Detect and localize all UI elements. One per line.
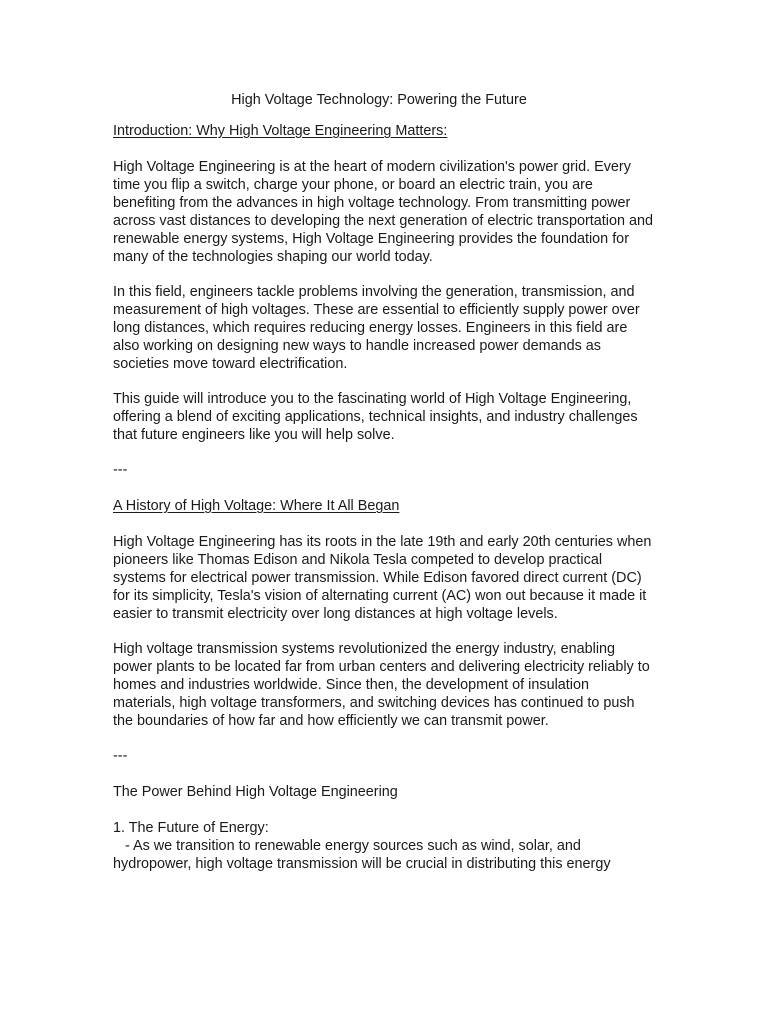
power-heading: The Power Behind High Voltage Engineering — [113, 784, 398, 800]
intro-paragraph-2: In this field, engineers tackle problems involving the generation, transmission, and measurement of high voltages. These are essential to efficiently supply power over long distances, which requires reducing energy losses. Engineers in this field are also working on designing new ways to handle increased power demands as societies move toward electrification. — [113, 284, 640, 372]
history-paragraph-1: High Voltage Engineering has its roots in the late 19th and early 20th centuries when pioneers like Thomas Edison and Nikola Tesla competed to develop practical systems for electrical power transmission. While Edison favored direct current (DC) for its simplicity, Tesla's vision of alternating current (AC) won out because it made it easier to transmit electricity over long distances at high voltage levels. — [113, 534, 652, 622]
history-heading: A History of High Voltage: Where It All Began — [113, 498, 400, 514]
document-page — [113, 91, 653, 873]
list-sub-item-line: hydropower, high voltage transmission will be crucial in distributing this energy — [113, 856, 611, 872]
separator: --- — [113, 748, 128, 764]
intro-paragraph-1: High Voltage Engineering is at the heart of modern civilization's power grid. Every time you flip a switch, charge your phone, or board an electric train, you are benefiting from the advances in high voltage technology. From transmitting power across vast distances to developing the next generation of electric transportation and renewable energy systems, High Voltage Engineering provides the foundation for many of the technologies shaping our world today. — [113, 159, 653, 265]
intro-paragraph-3: This guide will introduce you to the fascinating world of High Voltage Engineering, offering a blend of exciting applications, technical insights, and industry challenges that future engineers like you will help solve. — [113, 391, 638, 443]
separator: --- — [113, 462, 128, 478]
list-sub-item-line: - As we transition to renewable energy sources such as wind, solar, and — [113, 838, 581, 854]
history-paragraph-2: High voltage transmission systems revolutionized the energy industry, enabling power plants to be located far from urban centers and delivering electricity reliably to homes and industries worldwide. Since then, the development of insulation materials, high voltage transformers, and switching devices has continued to push the boundaries of how far and how efficiently we can transmit power. — [113, 641, 650, 729]
intro-heading: Introduction: Why High Voltage Engineering Matters: — [113, 123, 448, 139]
list-item: 1. The Future of Energy: — [113, 820, 269, 836]
document-title: High Voltage Technology: Powering the Future — [231, 92, 527, 108]
